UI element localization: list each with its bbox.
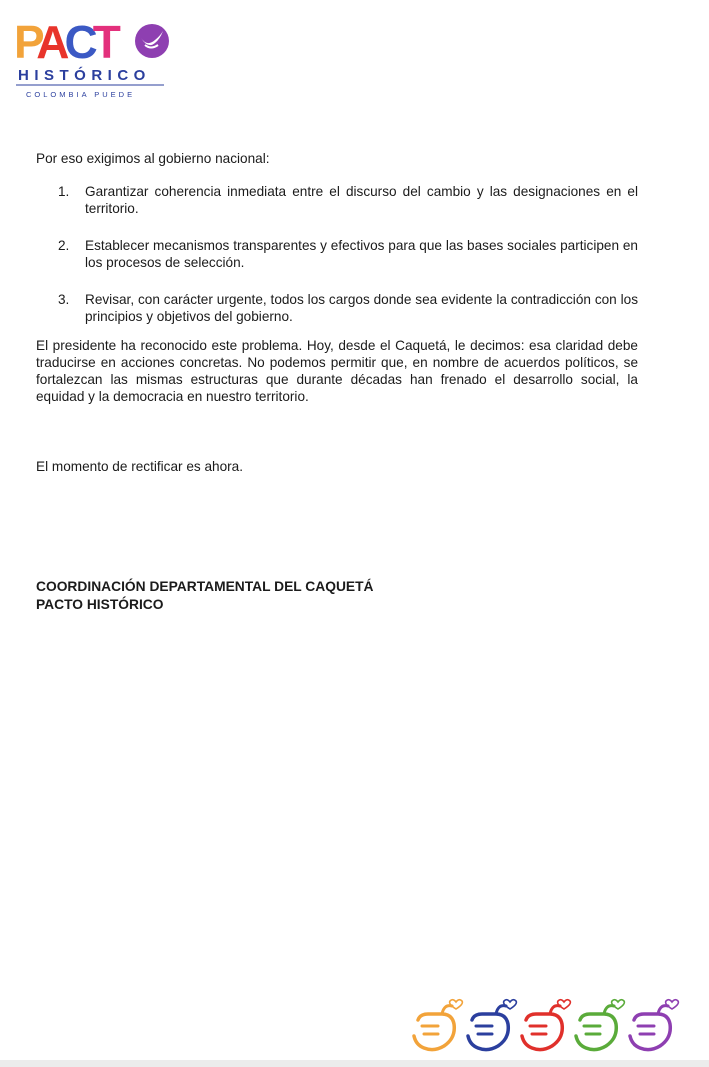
demand-number: 1. [58, 184, 70, 199]
logo-letter-t: T [92, 16, 116, 68]
logo-tagline: COLOMBIA PUEDE [26, 90, 136, 99]
intro-text: Por eso exigimos al gobierno nacional: [36, 151, 270, 166]
demand-item [36, 183, 638, 217]
logo-letter-a: A [36, 16, 65, 68]
dove-icon [414, 1000, 462, 1050]
demands-list [36, 183, 638, 345]
demand-item [36, 291, 638, 325]
svg-text:PACT [14, 16, 121, 68]
signature-line-1: COORDINACIÓN DEPARTAMENTAL DEL CAQUETÁ [36, 579, 374, 594]
footer-doves [412, 996, 692, 1052]
demand-item [36, 237, 638, 271]
logo-graphic [14, 14, 174, 102]
demand-number: 3. [58, 292, 70, 307]
page-bottom-edge [0, 1060, 709, 1067]
demand-text: Garantizar coherencia inmediata entre el discurso del cambio y las designaciones en el territorio. [85, 184, 638, 216]
demand-text: Establecer mecanismos transparentes y efectivos para que las bases sociales participen en los procesos de selección. [85, 238, 638, 270]
demand-number: 2. [58, 238, 70, 253]
dove-row [412, 996, 692, 1052]
logo-historico: HISTÓRICO [18, 67, 151, 84]
dove-icon [576, 1000, 624, 1050]
logo-dove-circle [135, 24, 169, 58]
demand-text: Revisar, con carácter urgente, todos los cargos donde sea evidente la contradicción con los principios y objetivos del gobierno. [85, 292, 638, 324]
dove-icon [468, 1000, 516, 1050]
closing-line: El momento de rectificar es ahora. [36, 459, 244, 474]
dove-icon [522, 1000, 570, 1050]
pacto-historico-logo [14, 14, 174, 102]
dove-icon [630, 1000, 678, 1050]
signature-line-2: PACTO HISTÓRICO [36, 597, 164, 612]
logo-letter-p: P [14, 16, 37, 68]
body-paragraph: El presidente ha reconocido este problema. Hoy, desde el Caquetá, le decimos: esa claridad debe traducirse en acciones concretas. No podemos permitir que, en nombre de acuerdos políticos, se fortalezcan las mismas estructuras que durante décadas han frenado el desarrollo social, la equidad y la democracia en nuestro territorio. [36, 338, 638, 404]
signature-block [36, 578, 374, 614]
logo-letter-c: C [64, 16, 93, 68]
